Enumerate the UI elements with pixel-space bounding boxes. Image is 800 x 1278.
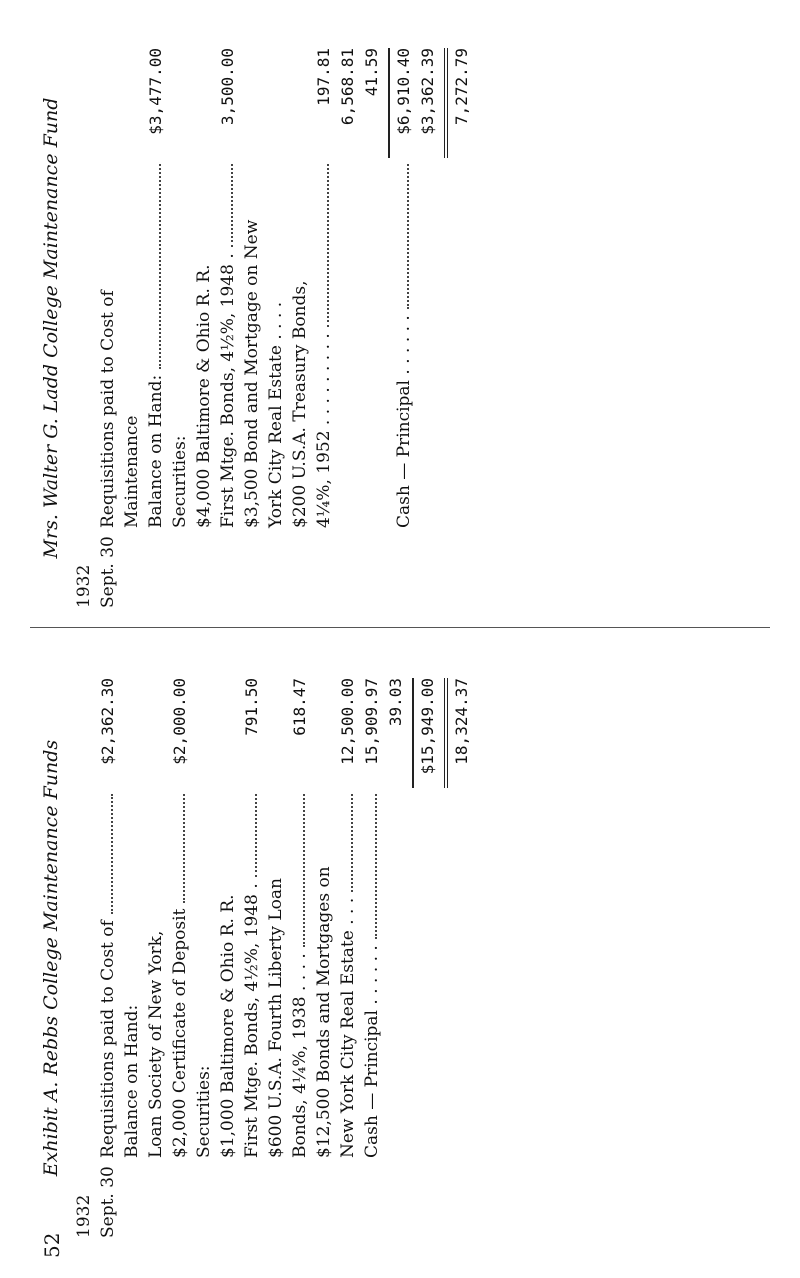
ledger-row: [144, 678, 168, 1238]
ledger-row: [240, 48, 264, 608]
ledger-row: [96, 48, 120, 608]
ledger-text: Bonds, 4¼%, 1938 . . . .: [290, 953, 310, 1158]
ledger-row: [288, 678, 312, 1238]
ledger-row: [360, 48, 384, 608]
ledger-amount: 618.47: [290, 678, 309, 736]
ledger-amount: 197.81: [314, 48, 333, 106]
ledger-row: [216, 48, 240, 608]
ledger-amount: $15,949.00: [418, 678, 437, 775]
left-section-title: Exhibit A. Rebbs College Maintenance Funds: [40, 739, 62, 1177]
ledger-text: Loan Society of New York,: [146, 930, 166, 1158]
ledger-row: [264, 678, 288, 1238]
rule-line: [412, 678, 414, 788]
ledger-text: First Mtge. Bonds, 4½%, 1948 .: [242, 883, 262, 1158]
ledger-date: Sept. 30: [98, 536, 118, 608]
ledger-row: [72, 48, 96, 608]
ledger-text: $2,000 Certificate of Deposit: [170, 908, 190, 1158]
ledger-amount: 3,500.00: [218, 48, 237, 126]
ledger-text: York City Real Estate . . . .: [266, 301, 286, 528]
ledger-amount: $3,477.00: [146, 48, 165, 135]
ledger-row: [416, 678, 440, 1238]
right-ledger: [72, 48, 474, 608]
ledger-row: [192, 48, 216, 608]
ledger-text: $200 U.S.A. Treasury Bonds,: [290, 280, 310, 528]
ledger-date: 1932: [74, 564, 94, 608]
rule-line: [388, 48, 390, 158]
ledger-row: [450, 48, 474, 608]
ledger-row: [240, 678, 264, 1238]
dot-leader: [303, 794, 305, 947]
dot-leader: [351, 794, 353, 892]
ledger-text: $1,000 Baltimore & Ohio R. R.: [218, 894, 238, 1158]
dot-leader: [375, 794, 377, 939]
ledger-row: [96, 678, 120, 1238]
dot-leader: [183, 794, 185, 903]
ledger-row: [168, 678, 192, 1238]
ledger-row: [450, 678, 474, 1238]
ledger-amount: 6,568.81: [338, 48, 357, 126]
ledger-amount: $2,362.30: [98, 678, 117, 765]
dot-leader: [111, 794, 113, 914]
ledger-row: [312, 678, 336, 1238]
ledger-text: Cash — Principal . . . . . .: [362, 945, 382, 1158]
ledger-row: [336, 678, 360, 1238]
ledger-text: Securities:: [170, 435, 190, 528]
ledger-text: Cash — Principal . . . . . .: [394, 315, 414, 528]
ledger-row: [72, 678, 96, 1238]
ledger-row: [312, 48, 336, 608]
ledger-row: [416, 48, 440, 608]
dot-leader: [407, 164, 409, 309]
ledger-text: Balance on Hand:: [146, 374, 166, 528]
ledger-row: [120, 48, 144, 608]
ledger-amount: 15,909.97: [362, 678, 381, 765]
ledger-amount: $6,910.40: [394, 48, 413, 135]
column-divider: [30, 627, 770, 628]
ledger-row: [336, 48, 360, 608]
dot-leader: [159, 164, 161, 369]
ledger-row: [216, 678, 240, 1238]
ledger-text: Securities:: [194, 1065, 214, 1158]
rule-line: [444, 678, 448, 788]
ledger-text: $12,500 Bonds and Mortgages on: [314, 866, 334, 1158]
ledger-amount: 7,272.79: [452, 48, 471, 126]
ledger-row: [384, 678, 408, 1238]
rule-line: [444, 48, 448, 158]
ledger-amount: 12,500.00: [338, 678, 357, 765]
ledger-row: [144, 48, 168, 608]
left-section: [40, 678, 474, 1238]
ledger-text: First Mtge. Bonds, 4½%, 1948 .: [218, 253, 238, 528]
ledger-text: $600 U.S.A. Fourth Liberty Loan: [266, 878, 286, 1158]
ledger-amount: $3,362.39: [418, 48, 437, 135]
ledger-text: $3,500 Bond and Mortgage on New: [242, 219, 262, 528]
ledger-amount: 18,324.37: [452, 678, 471, 765]
ledger-amount: $2,000.00: [170, 678, 189, 765]
ledger-row: [392, 48, 416, 608]
ledger-date: Sept. 30: [98, 1166, 118, 1238]
ledger-row: [264, 48, 288, 608]
ledger-text: $4,000 Baltimore & Ohio R. R.: [194, 264, 214, 528]
ledger-text: 4¼%, 1952 . . . . . . . . .: [314, 333, 334, 528]
ledger-amount: 41.59: [362, 48, 381, 97]
ledger-row: [288, 48, 312, 608]
ledger-date: 1932: [74, 1194, 94, 1238]
ledger-row: [120, 678, 144, 1238]
right-section-title: Mrs. Walter G. Ladd College Maintenance Fund: [40, 97, 62, 559]
ledger-text: New York City Real Estate . . .: [338, 897, 358, 1158]
ledger-row: [360, 678, 384, 1238]
ledger-text: Requisitions paid to Cost of: [98, 290, 118, 528]
ledger-amount: 39.03: [386, 678, 405, 727]
ledger-text: Balance on Hand:: [122, 1004, 142, 1158]
ledger-row: [192, 678, 216, 1238]
page-number: 52: [40, 1232, 64, 1258]
dot-leader: [255, 794, 257, 877]
ledger-row: [168, 48, 192, 608]
dot-leader: [327, 164, 329, 327]
left-ledger: [72, 678, 474, 1238]
ledger-amount: 791.50: [242, 678, 261, 736]
right-section: [40, 48, 474, 608]
ledger-text: Requisitions paid to Cost of: [98, 920, 118, 1158]
dot-leader: [231, 164, 233, 247]
ledger-text: Maintenance: [122, 415, 142, 528]
